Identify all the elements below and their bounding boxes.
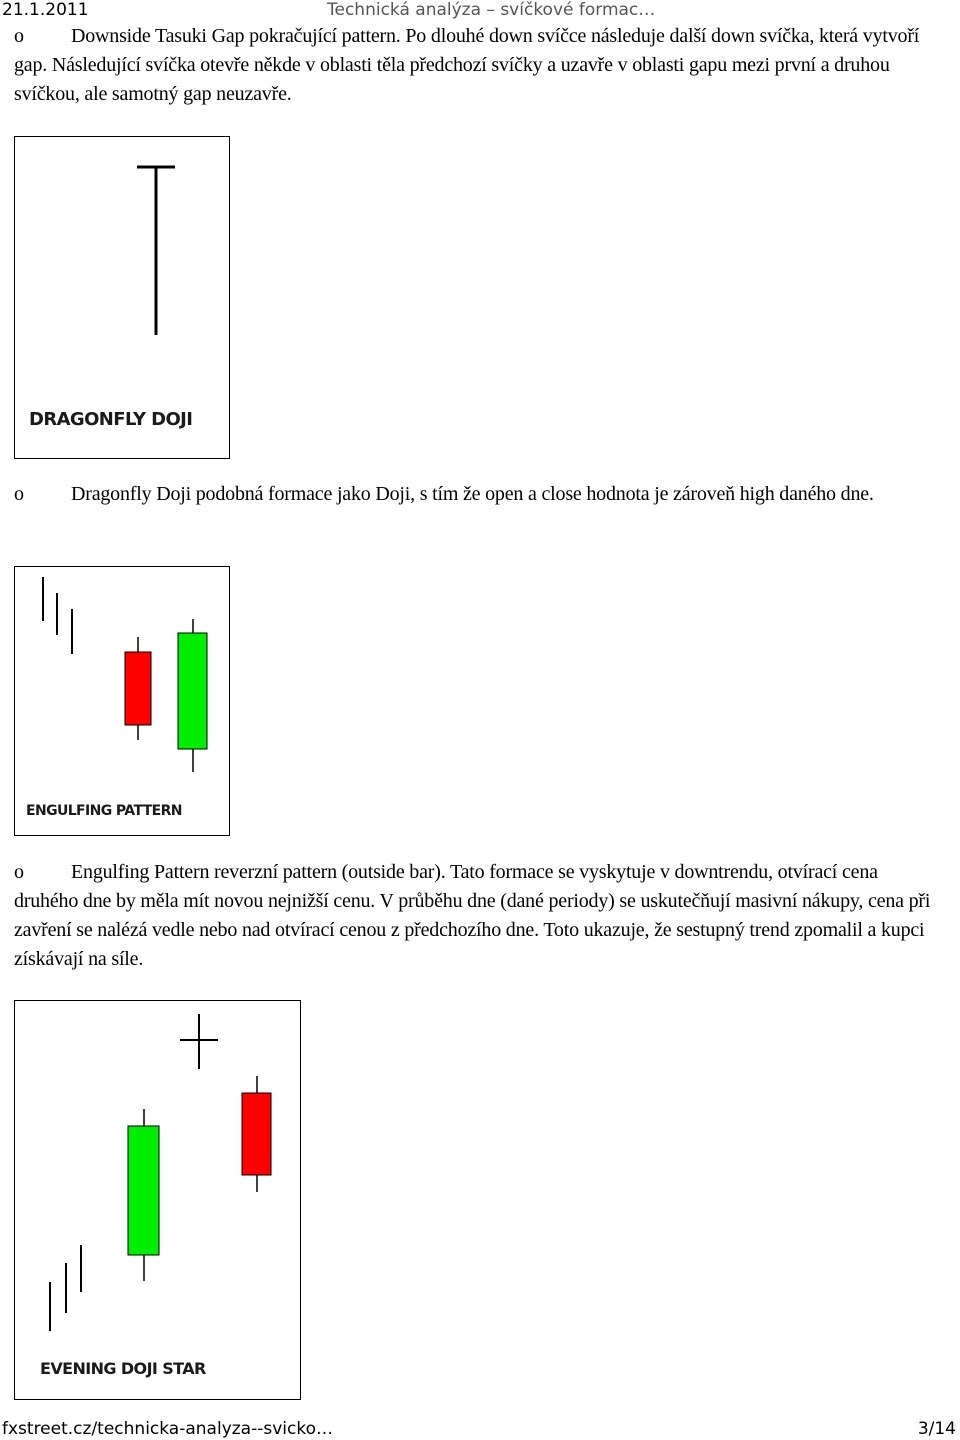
section-downside-tasuki-gap bbox=[14, 22, 944, 109]
figure-evening-doji-star bbox=[14, 1000, 301, 1400]
figure-engulfing-pattern bbox=[14, 566, 230, 836]
header-date: 21.1.2011 bbox=[2, 0, 89, 20]
section-text: Engulfing Pattern reverzní pattern (outside bar). Tato formace se vyskytuje v downtrendu, otvírací cena druhého dne by měla mít novou nejnižší cenu. V průběhu dne (dané periody) se uskutečňují masivní nákupy, cena při zavření se nalézá vedle nebo nad otvírací cenou z předchozího dne. Toto ukazuje, že sestupný trend zpomalil a kupci získávají na síle. bbox=[14, 861, 931, 970]
figure-label: DRAGONFLY DOJI bbox=[29, 409, 193, 430]
section-text: Downside Tasuki Gap pokračující pattern. Po dlouhé down svíčce následuje další down svíčka, která vytvoří gap. Následující svíčka otevře někde v oblasti těla předchozí svíčky a uzavře v oblasti gapu mezi první a druhou svíčkou, ale samotný gap neuzavře. bbox=[14, 25, 920, 105]
engulfing-pattern-candles-icon bbox=[15, 567, 229, 835]
bullet-marker: o bbox=[14, 483, 24, 505]
bullet-marker: o bbox=[14, 861, 24, 883]
footer-url: fxstreet.cz/technicka-analyza--svicko… bbox=[2, 1419, 333, 1439]
bullet-marker: o bbox=[14, 25, 24, 47]
section-text: Dragonfly Doji podobná formace jako Doji, s tím že open a close hodnota je zároveň high daného dne. bbox=[71, 483, 874, 505]
section-dragonfly-doji bbox=[14, 480, 944, 509]
header-title: Technická analýza – svíčkové formac… bbox=[327, 0, 656, 20]
figure-dragonfly-doji bbox=[14, 136, 230, 459]
section-engulfing-pattern bbox=[14, 858, 944, 974]
figure-label: EVENING DOJI STAR bbox=[40, 1359, 206, 1378]
footer-page-number: 3/14 bbox=[917, 1419, 956, 1439]
figure-label: ENGULFING PATTERN bbox=[26, 803, 182, 819]
evening-doji-star-candles-icon bbox=[15, 1001, 300, 1399]
